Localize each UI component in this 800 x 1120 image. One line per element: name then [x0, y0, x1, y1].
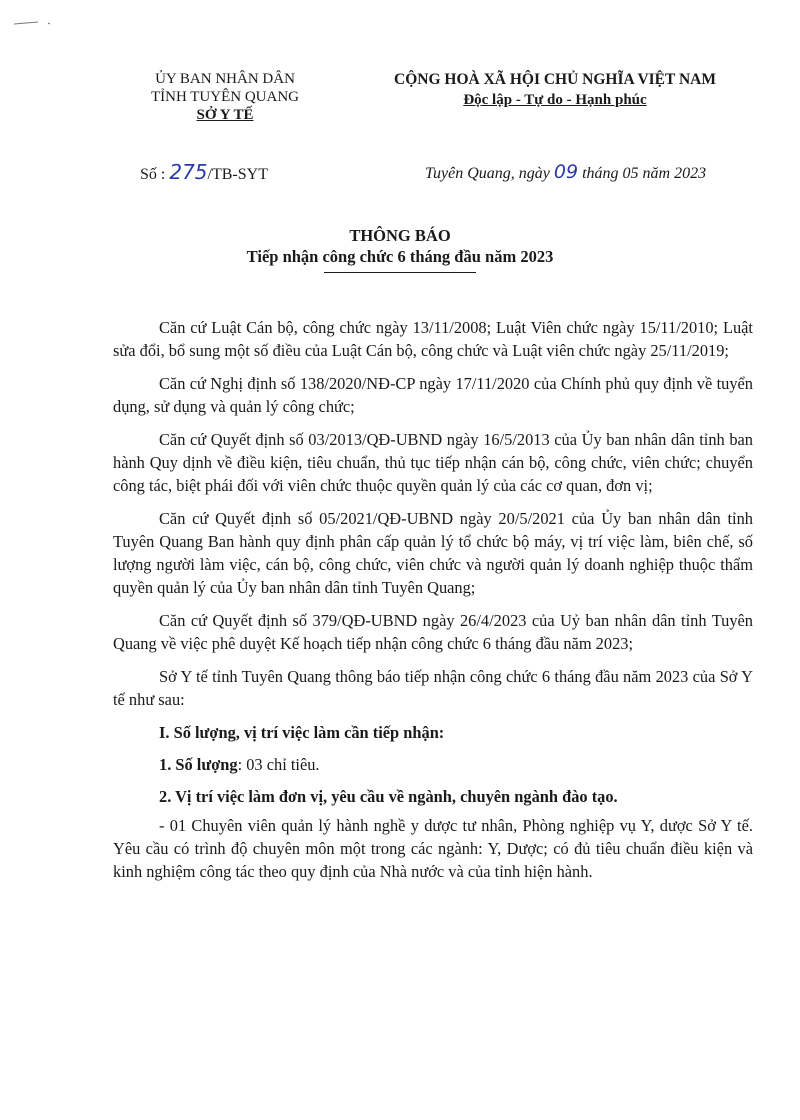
document-number [140, 158, 268, 189]
scan-artifact-mark [14, 20, 54, 26]
date-prefix: Tuyên Quang, ngày [425, 165, 554, 182]
subsection-heading: 2. Vị trí việc làm đơn vị, yêu cầu về ngành, chuyên ngành đào tạo. [159, 787, 618, 806]
legal-basis-paragraph: Căn cứ Quyết định số 05/2021/QĐ-UBND ngày 20/5/2021 của Ủy ban nhân dân tỉnh Tuyên Quang Ban hành quy định phân cấp quản lý tổ chức bộ máy, vị trí việc làm, biên chế, số lượng người làm việc, cán bộ, công chức, viên chức và người quản lý doanh nghiệp thuộc thẩm quyền quản lý của Ủy ban nhân dân tỉnh Tuyên Quang; [113, 509, 753, 597]
province-name: TỈNH TUYÊN QUANG [150, 89, 300, 105]
legal-basis-paragraph: Căn cứ Luật Cán bộ, công chức ngày 13/11/2008; Luật Viên chức ngày 15/11/2010; Luật sửa đổi, bổ sung một số điều của Luật Cán bộ, công chức và Luật viên chức ngày 25/11/2019; [113, 318, 753, 360]
document-title: THÔNG BÁO [349, 226, 451, 245]
section-heading: I. Số lượng, vị trí việc làm cần tiếp nhận: [159, 723, 445, 742]
document-body [113, 316, 753, 893]
position-requirement-paragraph: - 01 Chuyên viên quản lý hành nghề y dược tư nhân, Phòng nghiệp vụ Y, dược Sở Y tế. Yêu cầu có trình độ chuyên môn một trong các ngành: Y, Dược; có đủ tiêu chuẩn điều kiện và kinh nghiệm công tác theo quy định của Nhà nước và của tỉnh hiện hành. [113, 816, 753, 881]
legal-basis-paragraph: Căn cứ Quyết định số 03/2013/QĐ-UBND ngày 16/5/2013 của Ủy ban nhân dân tỉnh ban hành Quy dịnh về điều kiện, tiêu chuẩn, thủ tục tiếp nhận cán bộ, công chức, viên chức; chuyển công tác, biệt phái đối với viên chức thuộc quyền quản lý của các cơ quan, đơn vị; [113, 430, 753, 495]
issuing-authority-block [120, 70, 330, 124]
organization-name: SỞ Y TẾ [196, 107, 254, 123]
nation-name: CỘNG HOÀ XÃ HỘI CHỦ NGHĨA VIỆT NAM [394, 71, 716, 88]
national-title-block [345, 70, 765, 110]
quantity-line [113, 753, 753, 776]
legal-basis-paragraph: Căn cứ Nghị định số 138/2020/NĐ-CP ngày 17/11/2020 của Chính phủ quy định về tuyển dụng, sử dụng và quản lý công chức; [113, 374, 753, 416]
announcement-paragraph: Sở Y tế tỉnh Tuyên Quang thông báo tiếp nhận công chức 6 tháng đầu năm 2023 của Sở Y tế như sau: [113, 667, 753, 709]
quantity-label: 1. Số lượng [159, 755, 238, 774]
date-suffix: tháng 05 năm 2023 [578, 165, 707, 182]
legal-basis-paragraph: Căn cứ Quyết định số 379/QĐ-UBND ngày 26/4/2023 của Uỷ ban nhân dân tỉnh Tuyên Quang về việc phê duyệt Kế hoạch tiếp nhận công chức 6 tháng đầu năm 2023; [113, 611, 753, 653]
subtitle-underline [324, 272, 476, 273]
doc-number-suffix: /TB-SYT [207, 166, 268, 183]
doc-number-handwritten: 275 [169, 160, 208, 184]
date-location [425, 158, 755, 188]
quantity-value: : 03 chỉ tiêu. [237, 755, 320, 774]
national-motto: Độc lập - Tự do - Hạnh phúc [463, 92, 647, 108]
committee-name: ỦY BAN NHÂN DÂN [155, 71, 295, 87]
date-day-handwritten: 09 [553, 161, 579, 183]
document-subtitle: Tiếp nhận công chức 6 tháng đầu năm 2023 [246, 247, 554, 266]
doc-number-prefix: Số : [140, 166, 170, 183]
